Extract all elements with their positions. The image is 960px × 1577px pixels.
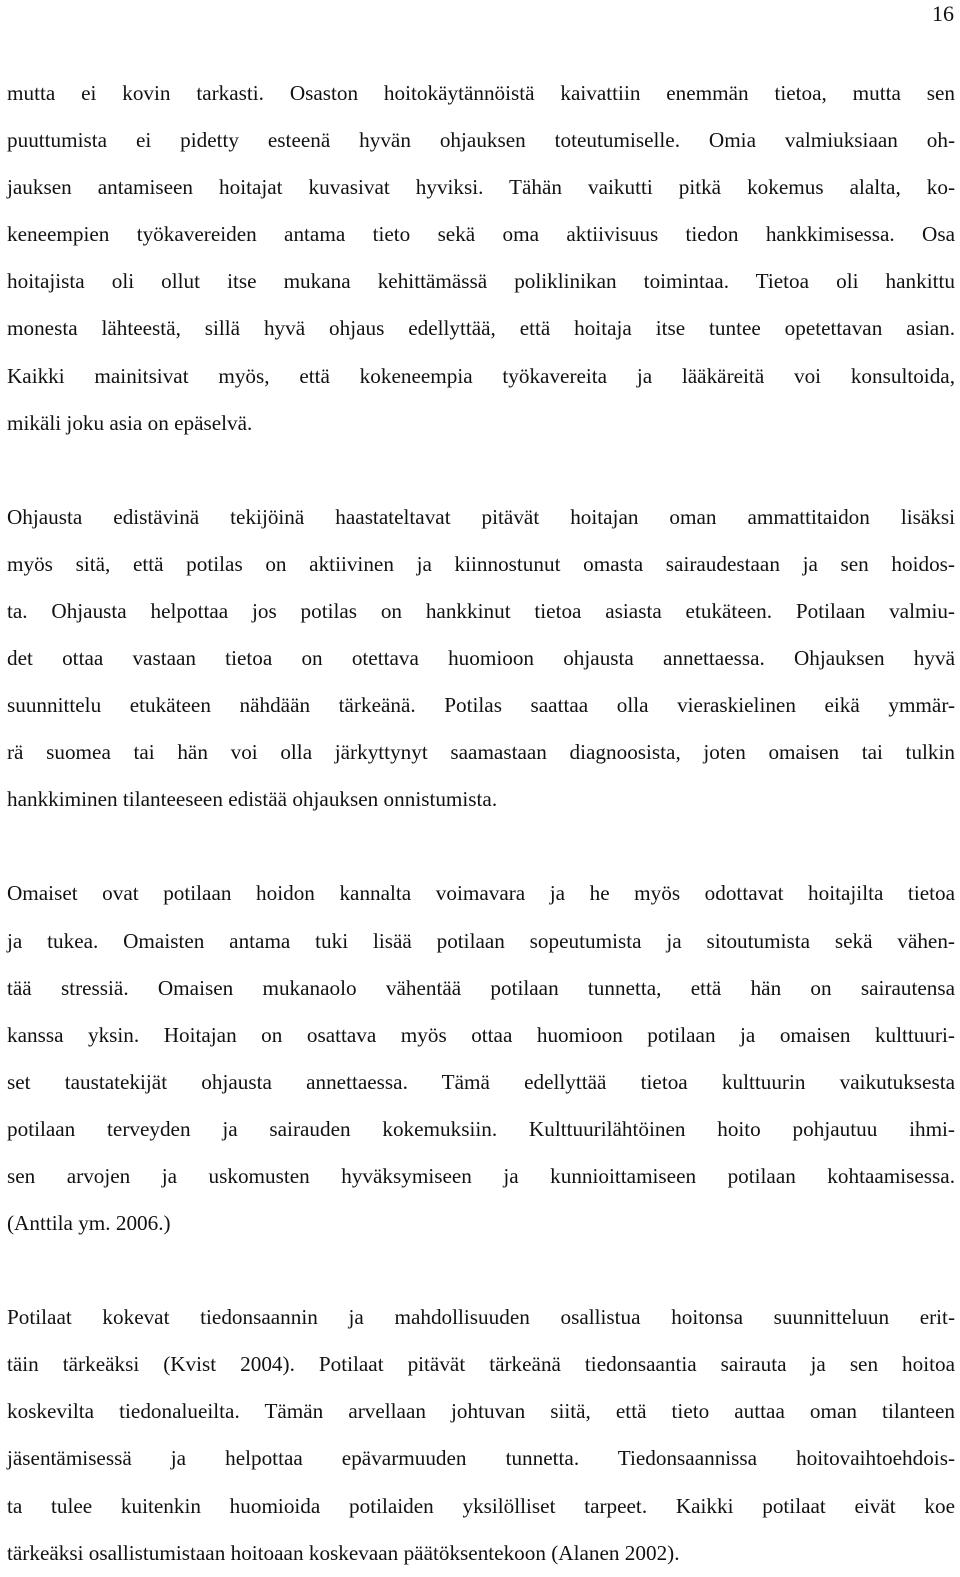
text-line: puuttumista ei pidetty esteenä hyvän ohjauksen toteutumiselle. Omia valmiuksiaan oh- — [7, 128, 955, 153]
text-line: keneempien työkavereiden antama tieto sekä oma aktiivisuus tiedon hankkimisessa. Osa — [7, 222, 955, 247]
text-line: ja tukea. Omaisten antama tuki lisää potilaan sopeutumista ja sitoutumista sekä vähen- — [7, 928, 955, 953]
paragraph-1 — [7, 70, 955, 447]
text-line: mikäli joku asia on epäselvä. — [7, 410, 253, 435]
paragraph-4 — [7, 1294, 955, 1577]
text-line: suunnittelu etukäteen nähdään tärkeänä. Potilas saattaa olla vieraskielinen eikä ymmär- — [7, 693, 955, 718]
text-line: tää stressiä. Omaisen mukanaolo vähentää potilaan tunnetta, että hän on sairautensa — [7, 975, 955, 1000]
paragraph-2 — [7, 494, 955, 824]
text-line: (Anttila ym. 2006.) — [7, 1211, 171, 1236]
text-line: hankkiminen tilanteeseen edistää ohjauksen onnistumista. — [7, 787, 498, 812]
text-line: jäsentämisessä ja helpottaa epävarmuuden tunnetta. Tiedonsaannissa hoitovaihtoehdois- — [7, 1446, 955, 1471]
text-line: kanssa yksin. Hoitajan on osattava myös ottaa huomioon potilaan ja omaisen kulttuuri- — [7, 1022, 955, 1047]
text-line: Potilaat kokevat tiedonsaannin ja mahdollisuuden osallistua hoitonsa suunnitteluun erit- — [7, 1305, 955, 1330]
text-line: ta tulee kuitenkin huomioida potilaiden yksilölliset tarpeet. Kaikki potilaat eivät koe — [7, 1493, 955, 1518]
text-line: rä suomea tai hän voi olla järkyttynyt saamastaan diagnoosista, joten omaisen tai tulkin — [7, 740, 955, 765]
text-line: myös sitä, että potilas on aktiivinen ja kiinnostunut omasta sairaudestaan ja sen hoidos- — [7, 551, 955, 576]
text-line: potilaan terveyden ja sairauden kokemuksiin. Kulttuurilähtöinen hoito pohjautuu ihmi- — [7, 1116, 955, 1141]
text-line: sen arvojen ja uskomusten hyväksymiseen ja kunnioittamiseen potilaan kohtaamisessa. — [7, 1163, 955, 1188]
text-line: Kaikki mainitsivat myös, että kokeneempia työkavereita ja lääkäreitä voi konsultoida, — [7, 363, 955, 388]
text-line: set taustatekijät ohjausta annettaessa. Tämä edellyttää tietoa kulttuurin vaikutuksesta — [7, 1069, 955, 1094]
text-line: jauksen antamiseen hoitajat kuvasivat hyviksi. Tähän vaikutti pitkä kokemus alalta, ko- — [7, 175, 955, 200]
text-line: ta. Ohjausta helpottaa jos potilas on hankkinut tietoa asiasta etukäteen. Potilaan valmiu- — [7, 598, 955, 623]
page-number: 16 — [932, 1, 954, 26]
text-line: tärkeäksi osallistumistaan hoitoaan koskevaan päätöksentekoon (Alanen 2002). — [7, 1540, 680, 1565]
document-body — [7, 70, 955, 1577]
text-line: hoitajista oli ollut itse mukana kehittämässä poliklinikan toimintaa. Tietoa oli hankittu — [7, 269, 955, 294]
text-line: monesta lähteestä, sillä hyvä ohjaus edellyttää, että hoitaja itse tuntee opetettavan asian. — [7, 316, 955, 341]
text-line: täin tärkeäksi (Kvist 2004). Potilaat pitävät tärkeänä tiedonsaantia sairauta ja sen hoitoa — [7, 1352, 955, 1377]
text-line: Ohjausta edistävinä tekijöinä haastateltavat pitävät hoitajan oman ammattitaidon lisäksi — [7, 504, 955, 529]
text-line: koskevilta tiedonalueilta. Tämän arvellaan johtuvan siitä, että tieto auttaa oman tilanteen — [7, 1399, 955, 1424]
text-line: Omaiset ovat potilaan hoidon kannalta voimavara ja he myös odottavat hoitajilta tietoa — [7, 881, 955, 906]
text-line: det ottaa vastaan tietoa on otettava huomioon ohjausta annettaessa. Ohjauksen hyvä — [7, 646, 955, 671]
text-line: mutta ei kovin tarkasti. Osaston hoitokäytännöistä kaivattiin enemmän tietoa, mutta sen — [7, 81, 955, 105]
paragraph-3 — [7, 870, 955, 1247]
